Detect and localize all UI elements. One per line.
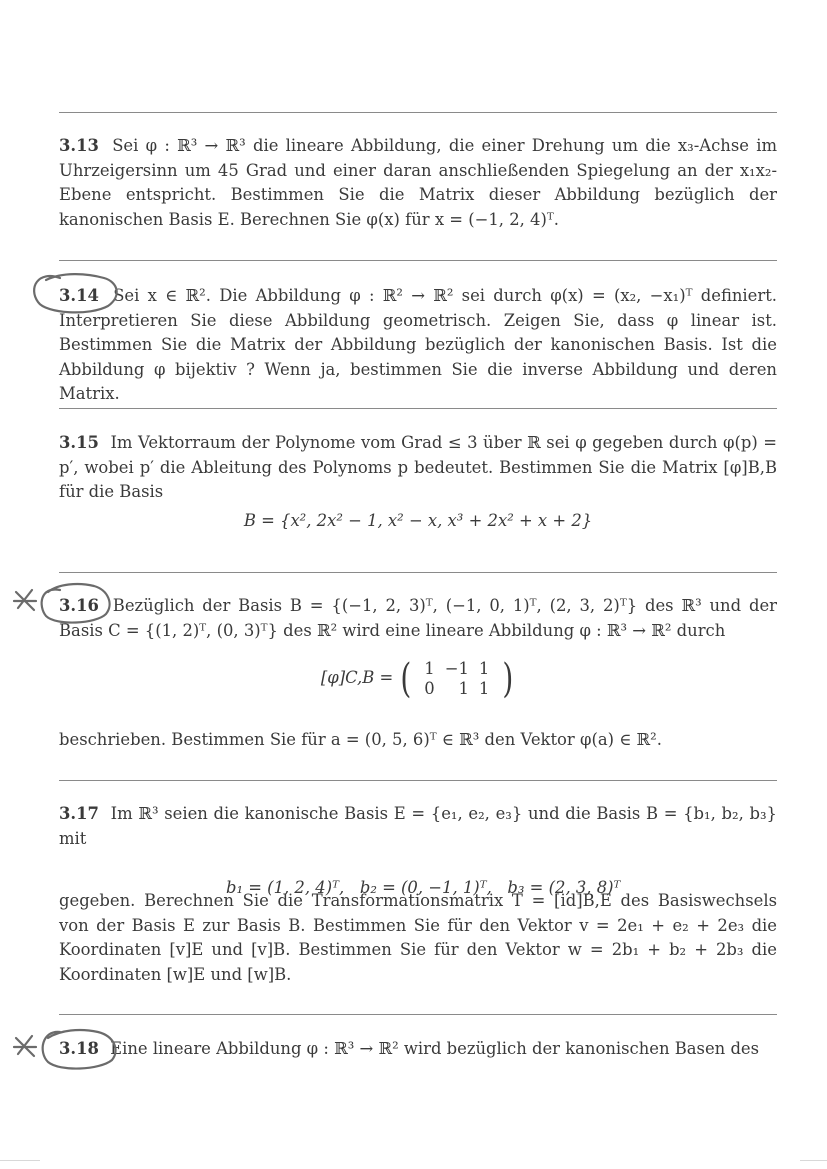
problem-3-15 <box>59 431 777 505</box>
problem-3-14 <box>59 284 777 407</box>
problem-number: 3.18 <box>59 1039 99 1058</box>
problem-3-16 <box>59 594 777 643</box>
problem-number: 3.14 <box>59 286 99 305</box>
problem-number: 3.15 <box>59 433 99 452</box>
problem-3-17-after: gegeben. Berechnen Sie die Transformationsmatrix T = [id]B,E des Basiswechsels von der Basis E zur Basis B. Bestimmen Sie für den Vektor v = 2e₁ + e₂ + 2e₃ die Koordinaten [v]E und [v]B. Bestimmen Sie für den Vektor w = 2b₁ + b₂ + 2b₃ die Koordinaten [w]E und [w]B. <box>59 891 777 984</box>
matrix-cell: 1 <box>424 658 435 678</box>
separator <box>59 408 777 409</box>
star-mark-icon <box>14 1036 36 1056</box>
problem-text: Bezüglich der Basis B = {(−1, 2, 3)ᵀ, (−1, 0, 1)ᵀ, (2, 3, 2)ᵀ} des ℝ³ und der Basis C = {(1, 2)ᵀ, (0, 3)ᵀ} des ℝ² wird eine lineare Abbildung φ : ℝ³ → ℝ² durch <box>59 596 777 640</box>
basis-formula: B = {x², 2x² − 1, x² − x, x³ + 2x² + x + 2} <box>243 511 593 530</box>
problem-text: Sei x ∈ ℝ². Die Abbildung φ : ℝ² → ℝ² sei durch φ(x) = (x₂, −x₁)ᵀ definiert. Interpretieren Sie diese Abbildung geometrisch. Zeigen Sie, dass φ linear ist. Bestimmen Sie die Matrix der Abbildung bezüglich der kanonischen Basis. Ist die Abbildung φ bijektiv ? Wenn ja, bestimmen Sie die inverse Abbildung und deren Matrix. <box>59 286 778 403</box>
separator <box>59 780 777 781</box>
problem-number: 3.17 <box>59 804 99 823</box>
problem-text: Sei φ : ℝ³ → ℝ³ die lineare Abbildung, die einer Drehung um die x₃-Achse im Uhrzeigersinn um 45 Grad und einer daran anschließenden Spiegelung an der x₁x₂-Ebene entspricht. Bestimmen Sie die Matrix dieser Abbildung bezüglich der kanonischen Basis E. Berechnen Sie φ(x) für x = (−1, 2, 4)ᵀ. <box>59 136 777 229</box>
matrix-equation: [φ]C,B = ( 1 −1 1 0 1 1 ) <box>320 655 513 702</box>
separator <box>59 572 777 573</box>
scan-edge <box>800 1160 827 1161</box>
matrix-cell: 1 <box>478 658 490 678</box>
problem-3-16-after: beschrieben. Bestimmen Sie für a = (0, 5, 6)ᵀ ∈ ℝ³ den Vektor φ(a) ∈ ℝ². <box>59 730 662 749</box>
separator <box>59 1014 777 1015</box>
matrix-cell: −1 <box>444 658 469 678</box>
separator <box>59 260 777 261</box>
problem-text: Im Vektorraum der Polynome vom Grad ≤ 3 über ℝ sei φ gegeben durch φ(p) = p′, wobei p′ die Ableitung des Polynoms p bedeutet. Bestimmen Sie die Matrix [φ]B,B für die Basis <box>59 433 777 501</box>
problem-3-13 <box>59 134 777 232</box>
matrix-cell: 0 <box>424 678 435 698</box>
matrix-cell: 1 <box>458 678 469 698</box>
problem-number: 3.16 <box>59 596 99 615</box>
problem-number: 3.13 <box>59 136 99 155</box>
basis-vectors-formula: b₁ = (1, 2, 4)ᵀ, b₂ = (0, −1, 1)ᵀ, b₃ = (2, 3, 8)ᵀ <box>225 877 621 897</box>
matrix <box>419 659 494 699</box>
scan-edge <box>0 1160 40 1161</box>
separator <box>59 112 777 113</box>
problem-3-17 <box>59 802 777 851</box>
problem-text: Eine lineare Abbildung φ : ℝ³ → ℝ² wird bezüglich der kanonischen Basen des <box>110 1039 760 1058</box>
matrix-label: [φ]C,B = <box>320 668 394 687</box>
star-mark-icon <box>14 590 36 610</box>
matrix-cell: 1 <box>478 678 490 698</box>
problem-3-18 <box>59 1037 777 1062</box>
problem-text: Im ℝ³ seien die kanonische Basis E = {e₁, e₂, e₃} und die Basis B = {b₁, b₂, b₃} mit <box>59 804 777 848</box>
